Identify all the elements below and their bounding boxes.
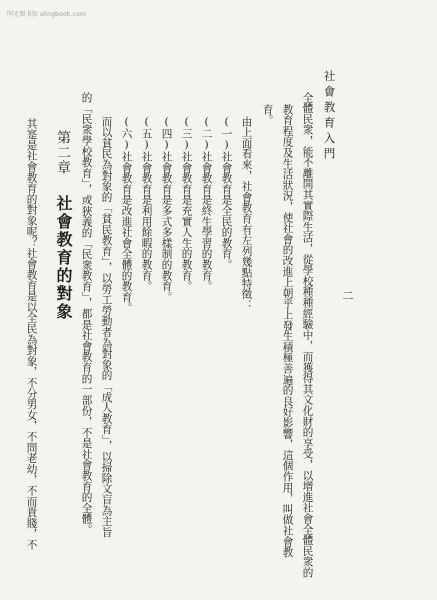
feature-item: (三)社會教育是充實人生的教育。: [180, 116, 193, 292]
paragraph-line: 育。: [261, 104, 274, 126]
feature-item: (五)社會教育是利用餘暇的教育。: [140, 116, 153, 292]
paragraph-line: 其寔是社會教育的對象呢？社會教育是以全民為對象，不分男女，不問老幼，不而貴賤，不: [25, 118, 38, 550]
paragraph-line: 而以貧民為對象的「貧民教育」，以勞工勞動者為對象的「成人教育」，以掃除文盲為主旨: [100, 116, 113, 538]
paragraph-line: 的「民衆學校教育」，或狹義的「民衆教育」，都是社會教育的一部份，不是社會教育的全體。: [80, 92, 93, 535]
feature-item: (一)社會教育是全民的教育。: [220, 116, 233, 270]
chapter-label: 第二章: [55, 130, 71, 175]
feature-item: (六)社會教育是改進社會全體的教育。: [120, 116, 133, 314]
feature-item: (四)社會教育是多式多樣制的教育。: [160, 116, 173, 303]
page-number: 二: [341, 290, 354, 301]
watermark: 明光图书馆 slingbook.com: [7, 11, 87, 18]
feature-item: (二)社會教育是終生學習的教育。: [200, 116, 213, 292]
running-header-title: 社會教育入門: [322, 70, 337, 163]
paragraph-line: 教育程度及生活狀況，使社會的改進上朝乎上發生積極善遍的良好影響，這個作用，叫做社會教: [281, 104, 294, 558]
paragraph-line: 全體民衆，能不離開其實際生活，從學校種種經驗中，而獲得其文化財的享受，以增進社會全體民衆的: [301, 92, 314, 578]
chapter-title: 社會教育的對象: [54, 195, 73, 321]
paragraph-line: 由上面看來，社會教育有左列幾點特徵：: [240, 116, 253, 311]
